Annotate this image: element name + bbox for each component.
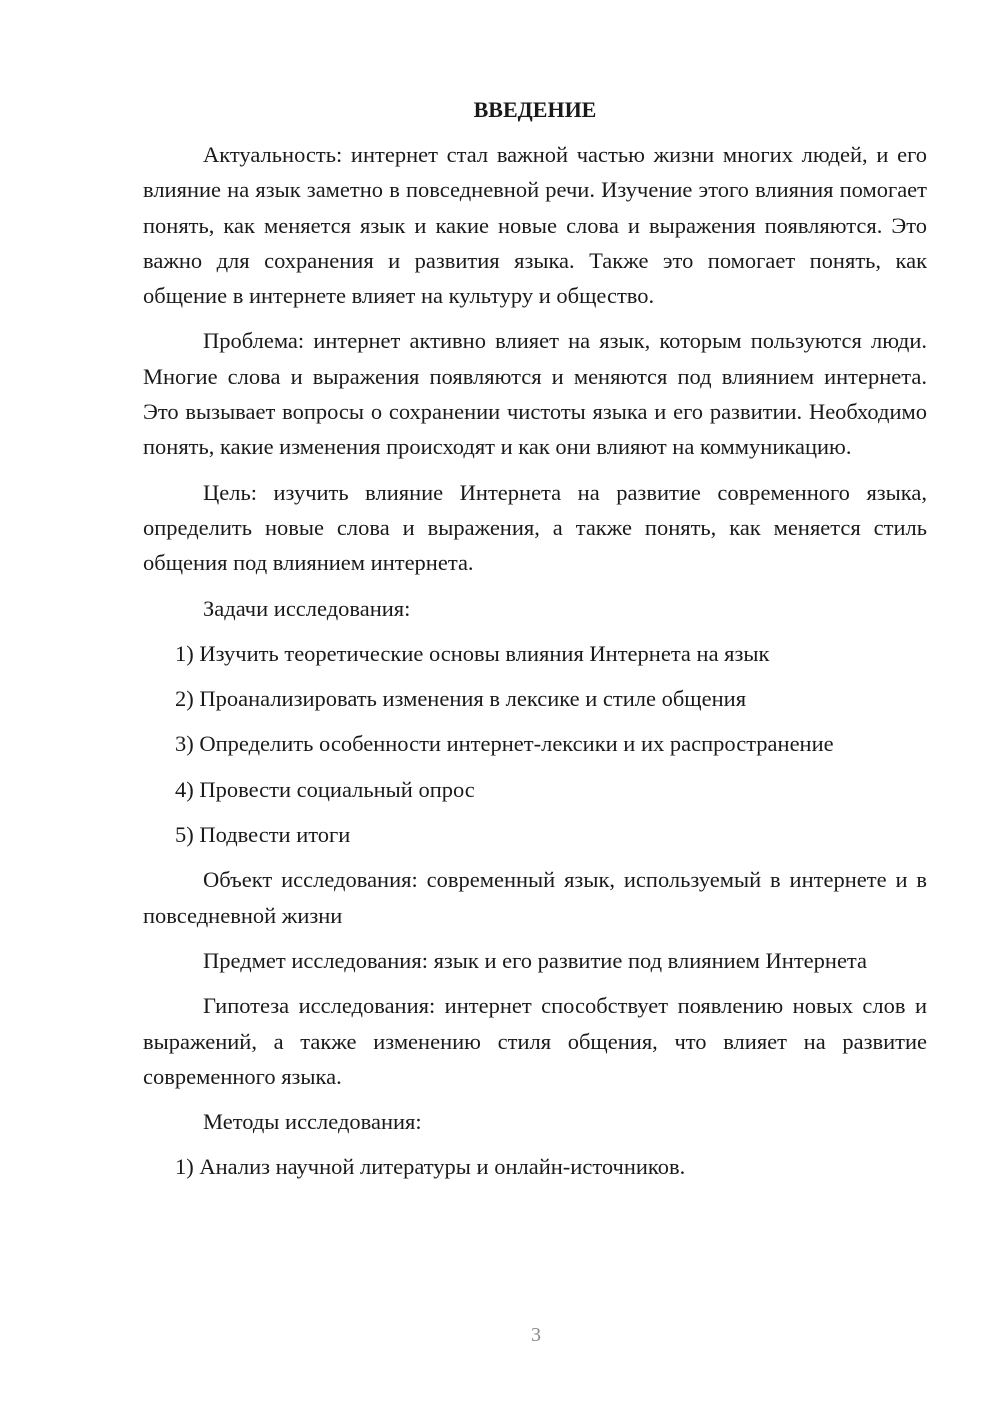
task-item: 2) Проанализировать изменения в лексике и стиле общения <box>175 686 747 712</box>
problem-paragraph: Проблема: интернет активно влияет на язык, которым пользуются люди. Многие слова и выражения появляются и меняются под влиянием интернета. Это вызывает вопросы о сохранении чистоты языка и его развитии. Необходимо понять, какие изменения происходят и как они влияют на коммуникацию. <box>143 328 927 460</box>
method-item: 1) Анализ научной литературы и онлайн-источников. <box>175 1154 686 1180</box>
page-number: 3 <box>531 1324 541 1346</box>
tasks-label: Задачи исследования: <box>203 595 411 621</box>
task-item: 5) Подвести итоги <box>175 822 351 848</box>
document-page <box>143 90 927 1195</box>
object-paragraph: Объект исследования: современный язык, используемый в интернете и в повседневной жизни <box>143 867 927 928</box>
task-item: 1) Изучить теоретические основы влияния Интернета на язык <box>175 640 770 666</box>
methods-label: Методы исследования: <box>203 1109 422 1135</box>
tasks-list <box>143 636 927 852</box>
task-item: 3) Определить особенности интернет-лексики и их распространение <box>175 731 834 757</box>
section-heading: ВВЕДЕНИЕ <box>473 97 597 122</box>
relevance-paragraph: Актуальность: интернет стал важной частью жизни многих людей, и его влияние на язык заметно в повседневной речи. Изучение этого влияния помогает понять, как меняется язык и какие новые слова и выражения появляются. Это важно для сохранения и развития языка. Также это помогает понять, как общение в интернете влияет на культуру и общество. <box>143 142 927 309</box>
goal-paragraph: Цель: изучить влияние Интернета на развитие современного языка, определить новые слова и выражения, а также понять, как меняется стиль общения под влиянием интернета. <box>143 479 927 576</box>
subject-paragraph: Предмет исследования: язык и его развитие под влиянием Интернета <box>203 947 868 973</box>
methods-list <box>143 1149 927 1184</box>
hypothesis-paragraph: Гипотеза исследования: интернет способствует появлению новых слов и выражений, а также изменению стиля общения, что влияет на развитие современного языка. <box>143 993 927 1089</box>
task-item: 4) Провести социальный опрос <box>175 776 475 802</box>
